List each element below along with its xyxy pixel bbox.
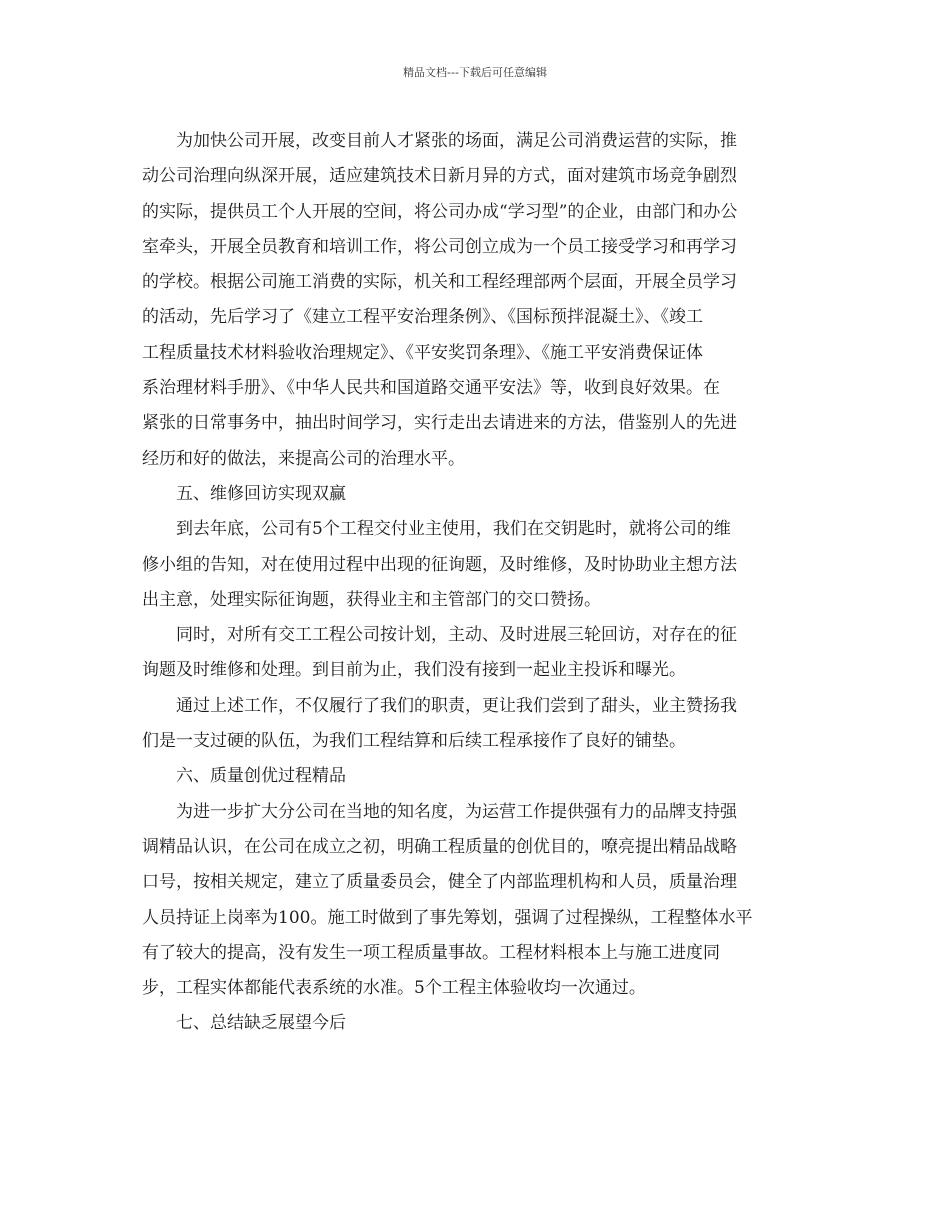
text-line: 到去年底，公司有5个工程交付业主使用，我们在交钥匙时，就将公司的维 (176, 519, 731, 540)
text-line: 室牵头，开展全员教育和培训工作，将公司创立成为一个员工接受学习和再学习 (142, 236, 737, 257)
text-line: 的活动，先后学习了《建立工程平安治理条例》、《国标预拌混凝土》、《竣工 (142, 307, 703, 328)
text-line: 有了较大的提高，没有发生一项工程质量事故。工程材料根本上与施工进度同 (142, 942, 720, 963)
text-line: 为进一步扩大分公司在当地的知名度，为运营工作提供强有力的品牌支持强 (176, 801, 737, 822)
text-line: 口号，按相关规定，建立了质量委员会，健全了内部监理机构和人员，质量治理 (142, 872, 737, 893)
text-line: 修小组的告知，对在使用过程中出现的征询题，及时维修，及时协助业主想方法 (142, 554, 737, 575)
text-line: 紧张的日常事务中，抽出时间学习，实行走出去请进来的方法，借鉴别人的先进 (142, 413, 737, 434)
text-line: 同时，对所有交工工程公司按计划，主动、及时进展三轮回访，对存在的征 (176, 625, 737, 646)
page-header: 精品文档---下载后可任意编辑 (403, 66, 547, 79)
text-line: 人员持证上岗率为100。施工时做到了事先筹划，强调了过程操纵，工程整体水平 (142, 907, 753, 928)
text-line: 六、质量创优过程精品 (176, 766, 346, 787)
text-line: 七、总结缺乏展望今后 (176, 1013, 346, 1034)
text-line: 的实际，提供员工个人开展的空间，将公司办成“学习型”的企业，由部门和办公 (142, 201, 738, 222)
text-line: 步，工程实体都能代表系统的水准。5个工程主体验收均一次通过。 (142, 978, 646, 999)
text-line: 调精品认识，在公司在成立之初，明确工程质量的创优目的，嘹亮提出精品战略 (142, 836, 737, 857)
text-line: 动公司治理向纵深开展，适应建筑技术日新月异的方式，面对建筑市场竞争剧烈 (142, 166, 737, 187)
text-line: 的学校。根据公司施工消费的实际，机关和工程经理部两个层面，开展全员学习 (142, 272, 737, 293)
document-body (142, 124, 810, 1042)
text-line: 经历和好的做法，来提高公司的治理水平。 (142, 448, 465, 469)
text-line: 五、维修回访实现双赢 (176, 483, 346, 504)
text-line: 工程质量技术材料验收治理规定》、《平安奖罚条理》、《施工平安消费保证体 (142, 342, 703, 363)
text-line: 出主意，处理实际征询题，获得业主和主管部门的交口赞扬。 (142, 589, 601, 610)
text-line: 系治理材料手册》、《中华人民共和国道路交通平安法》等，收到良好效果。在 (142, 378, 720, 399)
text-line: 通过上述工作，不仅履行了我们的职责，更让我们尝到了甜头，业主赞扬我 (176, 695, 737, 716)
text-line: 们是一支过硬的队伍，为我们工程结算和后续工程承接作了良好的铺垫。 (142, 731, 686, 752)
text-line: 为加快公司开展，改变目前人才紧张的场面，满足公司消费运营的实际，推 (176, 131, 737, 151)
text-line: 询题及时维修和处理。到目前为止，我们没有接到一起业主投诉和曝光。 (142, 660, 686, 681)
